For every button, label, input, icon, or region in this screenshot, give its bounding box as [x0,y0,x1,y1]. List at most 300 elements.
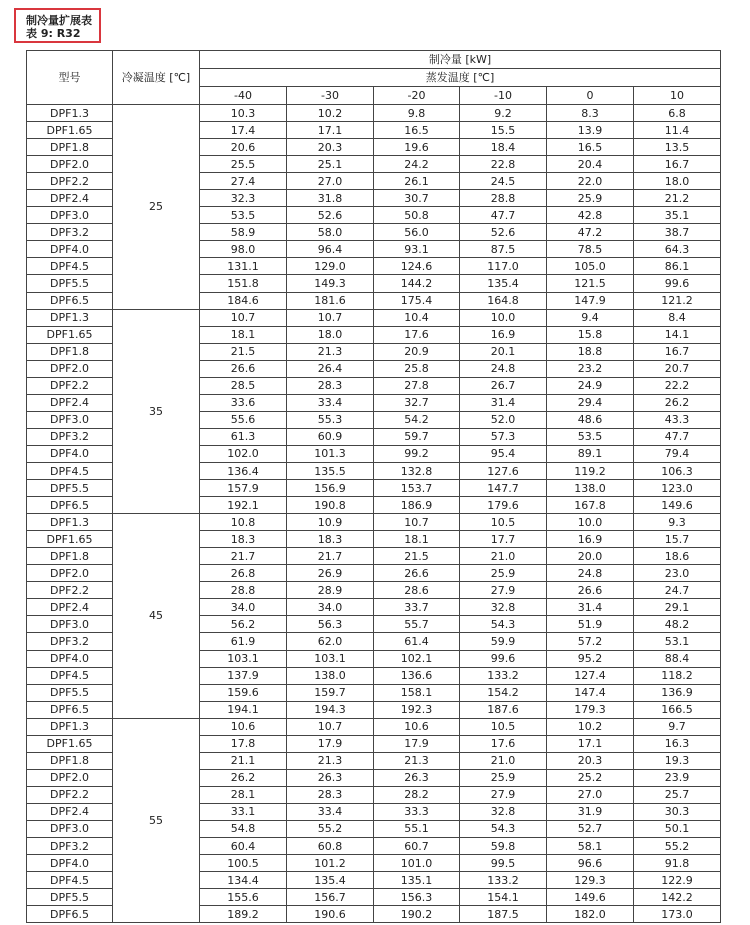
evap-temp-cell: 0 [547,87,634,105]
capacity-value-cell: 156.9 [287,480,374,497]
capacity-value-cell: 79.4 [634,445,721,462]
model-cell: DPF2.4 [27,599,113,616]
model-cell: DPF3.2 [27,633,113,650]
capacity-value-cell: 50.8 [374,207,460,224]
capacity-value-cell: 147.7 [460,480,547,497]
capacity-value-cell: 19.6 [374,139,460,156]
capacity-value-cell: 190.2 [374,906,460,923]
capacity-value-cell: 194.1 [200,701,287,718]
capacity-value-cell: 53.5 [547,428,634,445]
capacity-value-cell: 15.7 [634,531,721,548]
capacity-value-cell: 21.0 [460,752,547,769]
capacity-value-cell: 192.3 [374,701,460,718]
capacity-value-cell: 181.6 [287,292,374,309]
capacity-value-cell: 18.1 [374,531,460,548]
model-cell: DPF2.0 [27,769,113,786]
model-cell: DPF2.4 [27,803,113,820]
capacity-value-cell: 27.0 [547,786,634,803]
capacity-value-cell: 59.7 [374,428,460,445]
capacity-value-cell: 17.6 [374,326,460,343]
model-cell: DPF3.0 [27,207,113,224]
capacity-value-cell: 190.8 [287,497,374,514]
model-cell: DPF3.0 [27,820,113,837]
capacity-value-cell: 11.4 [634,122,721,139]
model-cell: DPF2.4 [27,190,113,207]
capacity-value-cell: 106.3 [634,462,721,479]
capacity-value-cell: 56.0 [374,224,460,241]
model-cell: DPF2.4 [27,394,113,411]
capacity-value-cell: 48.6 [547,411,634,428]
capacity-value-cell: 138.0 [287,667,374,684]
capacity-value-cell: 21.1 [200,752,287,769]
model-cell: DPF2.0 [27,360,113,377]
capacity-value-cell: 26.2 [200,769,287,786]
capacity-value-cell: 87.5 [460,241,547,258]
model-cell: DPF3.2 [27,838,113,855]
capacity-value-cell: 25.2 [547,769,634,786]
capacity-value-cell: 26.3 [374,769,460,786]
capacity-value-cell: 194.3 [287,701,374,718]
capacity-value-cell: 78.5 [547,241,634,258]
capacity-value-cell: 16.5 [547,139,634,156]
capacity-value-cell: 16.7 [634,343,721,360]
capacity-value-cell: 154.2 [460,684,547,701]
model-cell: DPF1.3 [27,718,113,735]
capacity-value-cell: 99.6 [460,650,547,667]
capacity-value-cell: 25.9 [547,190,634,207]
capacity-value-cell: 182.0 [547,906,634,923]
model-cell: DPF4.5 [27,667,113,684]
capacity-value-cell: 47.2 [547,224,634,241]
capacity-value-cell: 25.5 [200,156,287,173]
capacity-value-cell: 184.6 [200,292,287,309]
capacity-value-cell: 101.2 [287,855,374,872]
capacity-value-cell: 25.1 [287,156,374,173]
capacity-value-cell: 17.9 [287,735,374,752]
capacity-value-cell: 121.5 [547,275,634,292]
capacity-value-cell: 136.4 [200,462,287,479]
model-cell: DPF2.2 [27,786,113,803]
capacity-value-cell: 24.9 [547,377,634,394]
capacity-value-cell: 102.1 [374,650,460,667]
capacity-value-cell: 10.5 [460,718,547,735]
capacity-value-cell: 34.0 [287,599,374,616]
model-cell: DPF2.0 [27,156,113,173]
capacity-value-cell: 16.3 [634,735,721,752]
capacity-value-cell: 10.2 [547,718,634,735]
capacity-value-cell: 98.0 [200,241,287,258]
capacity-value-cell: 17.8 [200,735,287,752]
capacity-value-cell: 18.8 [547,343,634,360]
capacity-value-cell: 59.9 [460,633,547,650]
capacity-value-cell: 121.2 [634,292,721,309]
capacity-value-cell: 25.9 [460,565,547,582]
capacity-value-cell: 28.8 [460,190,547,207]
capacity-value-cell: 17.4 [200,122,287,139]
capacity-value-cell: 23.2 [547,360,634,377]
evap-temp-cell: -10 [460,87,547,105]
capacity-value-cell: 38.7 [634,224,721,241]
model-cell: DPF4.0 [27,650,113,667]
capacity-value-cell: 158.1 [374,684,460,701]
model-cell: DPF6.5 [27,906,113,923]
model-cell: DPF1.8 [27,548,113,565]
capacity-value-cell: 57.2 [547,633,634,650]
table-row [27,309,721,326]
capacity-value-cell: 149.6 [634,497,721,514]
capacity-value-cell: 26.6 [200,360,287,377]
capacity-value-cell: 32.3 [200,190,287,207]
capacity-value-cell: 52.6 [460,224,547,241]
model-cell: DPF1.65 [27,531,113,548]
evap-temp-cell: -20 [374,87,460,105]
model-cell: DPF1.8 [27,752,113,769]
capacity-value-cell: 55.6 [200,411,287,428]
capacity-value-cell: 192.1 [200,497,287,514]
capacity-value-cell: 10.7 [287,718,374,735]
capacity-value-cell: 19.3 [634,752,721,769]
capacity-value-cell: 34.0 [200,599,287,616]
capacity-value-cell: 30.3 [634,803,721,820]
evap-temp-cell: 10 [634,87,721,105]
capacity-value-cell: 21.5 [200,343,287,360]
capacity-value-cell: 26.9 [287,565,374,582]
capacity-value-cell: 17.7 [460,531,547,548]
condensing-temp-cell: 55 [113,718,200,923]
condensing-temp-cell: 45 [113,514,200,719]
capacity-value-cell: 102.0 [200,445,287,462]
capacity-value-cell: 147.9 [547,292,634,309]
capacity-value-cell: 26.3 [287,769,374,786]
capacity-value-cell: 10.8 [200,514,287,531]
capacity-value-cell: 164.8 [460,292,547,309]
capacity-value-cell: 42.8 [547,207,634,224]
capacity-value-cell: 61.4 [374,633,460,650]
capacity-value-cell: 9.2 [460,105,547,122]
capacity-value-cell: 24.2 [374,156,460,173]
capacity-value-cell: 9.8 [374,105,460,122]
model-cell: DPF1.65 [27,735,113,752]
capacity-value-cell: 8.3 [547,105,634,122]
capacity-value-cell: 9.7 [634,718,721,735]
capacity-value-cell: 55.7 [374,616,460,633]
model-cell: DPF3.2 [27,428,113,445]
capacity-value-cell: 58.9 [200,224,287,241]
capacity-value-cell: 33.4 [287,394,374,411]
capacity-value-cell: 25.7 [634,786,721,803]
capacity-value-cell: 20.9 [374,343,460,360]
capacity-value-cell: 24.7 [634,582,721,599]
capacity-value-cell: 21.3 [287,343,374,360]
capacity-value-cell: 52.0 [460,411,547,428]
capacity-value-cell: 58.1 [547,838,634,855]
capacity-value-cell: 47.7 [634,428,721,445]
capacity-value-cell: 149.3 [287,275,374,292]
capacity-value-cell: 10.2 [287,105,374,122]
capacity-value-cell: 142.2 [634,889,721,906]
capacity-value-cell: 10.7 [287,309,374,326]
capacity-value-cell: 18.1 [200,326,287,343]
capacity-value-cell: 132.8 [374,462,460,479]
capacity-value-cell: 137.9 [200,667,287,684]
capacity-value-cell: 86.1 [634,258,721,275]
capacity-value-cell: 52.6 [287,207,374,224]
capacity-value-cell: 89.1 [547,445,634,462]
capacity-value-cell: 23.0 [634,565,721,582]
capacity-value-cell: 135.4 [287,872,374,889]
capacity-value-cell: 117.0 [460,258,547,275]
model-cell: DPF4.5 [27,462,113,479]
model-cell: DPF1.3 [27,105,113,122]
capacity-value-cell: 18.4 [460,139,547,156]
model-cell: DPF3.0 [27,616,113,633]
capacity-value-cell: 33.7 [374,599,460,616]
table-row [27,718,721,735]
model-cell: DPF4.5 [27,872,113,889]
capacity-value-cell: 54.2 [374,411,460,428]
capacity-value-cell: 16.7 [634,156,721,173]
capacity-value-cell: 25.9 [460,769,547,786]
capacity-value-cell: 26.8 [200,565,287,582]
capacity-value-cell: 13.5 [634,139,721,156]
capacity-value-cell: 26.6 [547,582,634,599]
capacity-value-cell: 123.0 [634,480,721,497]
capacity-value-cell: 32.8 [460,803,547,820]
capacity-value-cell: 55.2 [634,838,721,855]
capacity-value-cell: 136.9 [634,684,721,701]
capacity-value-cell: 129.0 [287,258,374,275]
capacity-value-cell: 105.0 [547,258,634,275]
capacity-value-cell: 60.4 [200,838,287,855]
capacity-value-cell: 26.2 [634,394,721,411]
capacity-value-cell: 144.2 [374,275,460,292]
capacity-value-cell: 10.9 [287,514,374,531]
capacity-value-cell: 157.9 [200,480,287,497]
capacity-value-cell: 15.5 [460,122,547,139]
capacity-value-cell: 32.7 [374,394,460,411]
capacity-table [26,50,721,923]
capacity-value-cell: 133.2 [460,872,547,889]
model-header: 型号 [27,51,113,105]
capacity-value-cell: 9.4 [547,309,634,326]
capacity-value-cell: 135.1 [374,872,460,889]
table-body [27,105,721,923]
capacity-value-cell: 28.2 [374,786,460,803]
capacity-value-cell: 28.1 [200,786,287,803]
capacity-value-cell: 26.6 [374,565,460,582]
capacity-value-cell: 153.7 [374,480,460,497]
capacity-value-cell: 99.6 [634,275,721,292]
capacity-value-cell: 10.4 [374,309,460,326]
capacity-value-cell: 29.1 [634,599,721,616]
capacity-value-cell: 16.5 [374,122,460,139]
capacity-value-cell: 17.1 [547,735,634,752]
capacity-value-cell: 17.9 [374,735,460,752]
capacity-value-cell: 6.8 [634,105,721,122]
capacity-value-cell: 18.3 [200,531,287,548]
capacity-value-cell: 18.0 [634,173,721,190]
capacity-value-cell: 101.0 [374,855,460,872]
capacity-value-cell: 147.4 [547,684,634,701]
capacity-value-cell: 31.4 [460,394,547,411]
evap-temp-cell: -40 [200,87,287,105]
capacity-value-cell: 129.3 [547,872,634,889]
capacity-value-cell: 100.5 [200,855,287,872]
capacity-value-cell: 57.3 [460,428,547,445]
capacity-value-cell: 31.9 [547,803,634,820]
model-cell: DPF6.5 [27,701,113,718]
capacity-value-cell: 64.3 [634,241,721,258]
model-cell: DPF5.5 [27,889,113,906]
model-cell: DPF1.65 [27,122,113,139]
capacity-value-cell: 22.0 [547,173,634,190]
model-cell: DPF1.8 [27,139,113,156]
condensing-temp-cell: 25 [113,105,200,310]
capacity-value-cell: 10.6 [374,718,460,735]
capacity-value-cell: 18.3 [287,531,374,548]
capacity-value-cell: 60.9 [287,428,374,445]
capacity-value-cell: 28.8 [200,582,287,599]
capacity-value-cell: 55.2 [287,820,374,837]
capacity-value-cell: 122.9 [634,872,721,889]
capacity-value-cell: 10.0 [547,514,634,531]
capacity-value-cell: 159.6 [200,684,287,701]
capacity-value-cell: 8.4 [634,309,721,326]
model-cell: DPF2.2 [27,173,113,190]
model-cell: DPF2.2 [27,582,113,599]
capacity-value-cell: 33.4 [287,803,374,820]
title-line-1: 制冷量扩展表 [26,14,92,27]
capacity-value-cell: 119.2 [547,462,634,479]
capacity-value-cell: 173.0 [634,906,721,923]
capacity-value-cell: 91.8 [634,855,721,872]
capacity-value-cell: 21.5 [374,548,460,565]
capacity-value-cell: 133.2 [460,667,547,684]
capacity-value-cell: 28.9 [287,582,374,599]
capacity-value-cell: 15.8 [547,326,634,343]
capacity-value-cell: 154.1 [460,889,547,906]
capacity-value-cell: 190.6 [287,906,374,923]
capacity-value-cell: 32.8 [460,599,547,616]
capacity-value-cell: 48.2 [634,616,721,633]
capacity-value-cell: 21.7 [200,548,287,565]
model-cell: DPF4.5 [27,258,113,275]
capacity-value-cell: 10.6 [200,718,287,735]
capacity-value-cell: 61.3 [200,428,287,445]
capacity-value-cell: 21.0 [460,548,547,565]
capacity-value-cell: 28.6 [374,582,460,599]
capacity-value-cell: 187.6 [460,701,547,718]
capacity-value-cell: 134.4 [200,872,287,889]
capacity-value-cell: 22.8 [460,156,547,173]
capacity-value-cell: 55.1 [374,820,460,837]
capacity-value-cell: 10.5 [460,514,547,531]
capacity-value-cell: 18.6 [634,548,721,565]
capacity-value-cell: 14.1 [634,326,721,343]
capacity-value-cell: 62.0 [287,633,374,650]
title-line-2: 表 9: R32 [26,27,81,40]
capacity-value-cell: 54.8 [200,820,287,837]
capacity-value-cell: 24.8 [547,565,634,582]
condensing-temp-cell: 35 [113,309,200,514]
capacity-value-cell: 95.2 [547,650,634,667]
model-cell: DPF3.2 [27,224,113,241]
capacity-value-cell: 27.0 [287,173,374,190]
capacity-value-cell: 59.8 [460,838,547,855]
capacity-value-cell: 189.2 [200,906,287,923]
capacity-value-cell: 58.0 [287,224,374,241]
capacity-value-cell: 103.1 [287,650,374,667]
capacity-value-cell: 96.6 [547,855,634,872]
capacity-value-cell: 101.3 [287,445,374,462]
capacity-value-cell: 27.9 [460,582,547,599]
capacity-value-cell: 138.0 [547,480,634,497]
capacity-value-cell: 10.0 [460,309,547,326]
capacity-value-cell: 43.3 [634,411,721,428]
model-cell: DPF2.0 [27,565,113,582]
capacity-value-cell: 31.4 [547,599,634,616]
capacity-value-cell: 131.1 [200,258,287,275]
capacity-value-cell: 29.4 [547,394,634,411]
capacity-header: 制冷量 [kW] [200,51,721,69]
model-cell: DPF5.5 [27,275,113,292]
capacity-value-cell: 10.3 [200,105,287,122]
model-cell: DPF4.0 [27,241,113,258]
capacity-value-cell: 151.8 [200,275,287,292]
capacity-value-cell: 52.7 [547,820,634,837]
capacity-value-cell: 20.1 [460,343,547,360]
model-cell: DPF5.5 [27,684,113,701]
capacity-value-cell: 20.7 [634,360,721,377]
capacity-value-cell: 31.8 [287,190,374,207]
capacity-value-cell: 21.2 [634,190,721,207]
table-row [27,105,721,122]
capacity-value-cell: 20.0 [547,548,634,565]
capacity-value-cell: 167.8 [547,497,634,514]
capacity-value-cell: 9.3 [634,514,721,531]
capacity-value-cell: 50.1 [634,820,721,837]
capacity-value-cell: 166.5 [634,701,721,718]
capacity-value-cell: 35.1 [634,207,721,224]
capacity-value-cell: 28.3 [287,377,374,394]
capacity-value-cell: 99.5 [460,855,547,872]
capacity-value-cell: 55.3 [287,411,374,428]
condensing-temp-header: 冷凝温度 [℃] [113,51,200,105]
capacity-value-cell: 20.6 [200,139,287,156]
capacity-value-cell: 28.5 [200,377,287,394]
capacity-value-cell: 33.1 [200,803,287,820]
capacity-value-cell: 175.4 [374,292,460,309]
capacity-value-cell: 60.8 [287,838,374,855]
capacity-value-cell: 56.3 [287,616,374,633]
capacity-value-cell: 99.2 [374,445,460,462]
capacity-value-cell: 127.6 [460,462,547,479]
table-title-box [14,8,101,43]
capacity-value-cell: 124.6 [374,258,460,275]
capacity-value-cell: 20.3 [547,752,634,769]
capacity-value-cell: 26.1 [374,173,460,190]
capacity-value-cell: 16.9 [460,326,547,343]
capacity-value-cell: 17.1 [287,122,374,139]
model-cell: DPF4.0 [27,445,113,462]
capacity-value-cell: 53.5 [200,207,287,224]
capacity-value-cell: 18.0 [287,326,374,343]
capacity-value-cell: 22.2 [634,377,721,394]
model-cell: DPF2.2 [27,377,113,394]
model-cell: DPF3.0 [27,411,113,428]
capacity-value-cell: 136.6 [374,667,460,684]
capacity-value-cell: 26.7 [460,377,547,394]
